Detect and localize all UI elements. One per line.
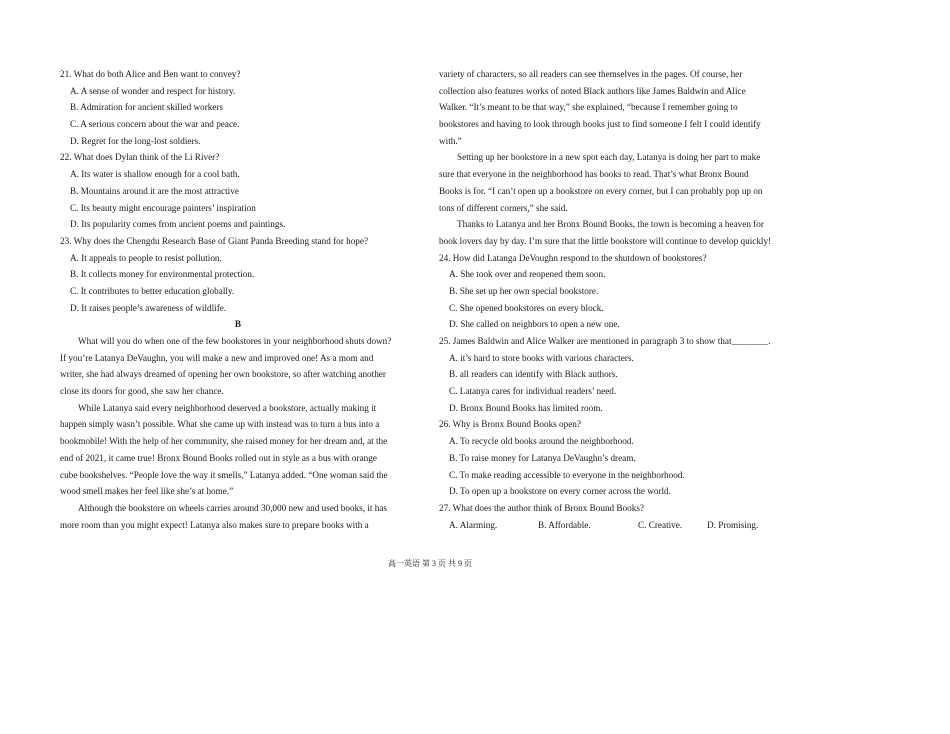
text-line: While Latanya said every neighborhood deserved a bookstore, actually making it (78, 402, 377, 413)
answer-option: C. To make reading accessible to everyone in the neighborhood. (449, 469, 685, 480)
text-line: What will you do when one of the few bookstores in your neighborhood shuts down? (78, 336, 392, 346)
text-line: book lovers day by day. I’m sure that the little bookstore will continue to develop quickly! (439, 235, 772, 246)
text-line: sure that everyone in the neighborhood has books to read. That’s what Bronx Bound (439, 169, 749, 180)
left-column (60, 66, 416, 533)
answer-option: C. Latanya cares for individual readers’ need. (449, 386, 617, 397)
text-line: 27. What does the author think of Bronx Bound Books? (439, 502, 644, 513)
text-line: 24. How did Latanga DeVoughn respond to the shutdown of bookstores? (439, 252, 707, 263)
q27-options (439, 517, 801, 534)
text-line: wood smell makes her feel like she’s at home.” (60, 486, 234, 497)
text-line: collection also features works of noted Black authors like James Baldwin and Alice (439, 85, 746, 96)
text-line: end of 2021, it came true! Bronx Bound Books rolled out in style as a bus with orange (60, 452, 377, 463)
text-line: 23. Why does the Chengdu Research Base of Giant Panda Breeding stand for hope? (60, 235, 369, 246)
answer-option: A. A sense of wonder and respect for history. (70, 85, 236, 96)
text-line: variety of characters, so all readers can see themselves in the pages. Of course, her (439, 69, 743, 79)
answer-option: B. She set up her own special bookstore. (449, 285, 599, 296)
text-line: writer, she had always dreamed of opening her own bookstore, so after watching another (60, 369, 386, 380)
answer-option: D. To open up a bookstore on every corner across the world. (449, 486, 671, 497)
answer-option: A. Its water is shallow enough for a cool bath. (70, 169, 240, 180)
text-line: with.” (439, 135, 462, 146)
answer-option: A. She took over and reopened them soon. (449, 269, 606, 280)
text-line: bookmobile! With the help of her community, she raised money for her dream and, at the (60, 436, 388, 447)
answer-option: A. It appeals to people to resist pollution. (70, 252, 222, 263)
text-line: 26. Why is Bronx Bound Books open? (439, 419, 581, 430)
text-line: cube bookshelves. “People love the way it smells,” Latanya added. “One woman said the (60, 469, 388, 480)
answer-option: B. all readers can identify with Black authors. (449, 369, 618, 380)
text-line: If you’re Latanya DeVaughn, you will make a new and improved one! As a mom and (60, 352, 374, 363)
q27-option-d: D. Promising. (707, 519, 759, 530)
q27-option-b: B. Affordable. (538, 519, 591, 530)
answer-option: B. Mountains around it are the most attractive (70, 185, 239, 196)
text-line: bookstores and having to look through books just to find someone I felt I could identify (439, 119, 761, 130)
answer-option: D. Regret for the long-lost soldiers. (70, 135, 201, 146)
text-line: 21. What do both Alice and Ben want to convey? (60, 69, 241, 79)
text-line: Thanks to Latanya and her Bronx Bound Books, the town is becoming a heaven for (457, 219, 764, 230)
page-footer: 高一英语 第 3 页 共 9 页 (388, 559, 472, 568)
q27-option-c: C. Creative. (638, 519, 683, 530)
answer-option: C. She opened bookstores on every block. (449, 302, 604, 313)
answer-option: A. it’s hard to store books with various characters. (449, 352, 634, 363)
section-heading: B (234, 319, 242, 330)
text-line: happen simply wasn’t possible. What she came up with instead was to turn a bus into a (60, 419, 380, 430)
answer-option: B. To raise money for Latanya DeVaughn’s dream. (449, 452, 636, 463)
text-line: 25. James Baldwin and Alice Walker are mentioned in paragraph 3 to show that________. (439, 336, 771, 346)
answer-option: A. To recycle old books around the neighborhood. (449, 436, 634, 447)
answer-option: D. It raises people’s awareness of wildlife. (70, 302, 227, 313)
text-line: Setting up her bookstore in a new spot each day, Latanya is doing her part to make (457, 152, 761, 163)
text-line: Although the bookstore on wheels carries around 30,000 new and used books, it has (78, 502, 387, 513)
answer-option: C. A serious concern about the war and peace. (70, 119, 240, 130)
answer-option: D. Its popularity comes from ancient poems and paintings. (70, 219, 286, 230)
text-line: Books is for. “I can’t open up a bookstore on every corner, but I can probably pop up on (439, 185, 763, 196)
answer-option: D. Bronx Bound Books has limited room. (449, 402, 603, 413)
text-line: close its doors for good, she saw her chance. (60, 386, 224, 397)
text-line: tons of different corners,” she said. (439, 202, 568, 213)
answer-option: C. Its beauty might encourage painters’ inspiration (70, 202, 256, 213)
answer-option: B. Admiration for ancient skilled workers (70, 102, 224, 113)
right-column (439, 66, 801, 533)
answer-option: C. It contributes to better education globally. (70, 285, 235, 296)
q27-option-a: A. Alarming. (449, 519, 498, 530)
text-line: 22. What does Dylan think of the Li River? (60, 152, 220, 163)
text-line: Walker. “It’s meant to be that way,” she explained, “because I remember going to (439, 102, 738, 113)
text-line: more room than you might expect! Latanya also makes sure to prepare books with a (60, 519, 369, 530)
answer-option: B. It collects money for environmental protection. (70, 269, 255, 280)
answer-option: D. She called on neighbors to open a new one. (449, 319, 620, 330)
